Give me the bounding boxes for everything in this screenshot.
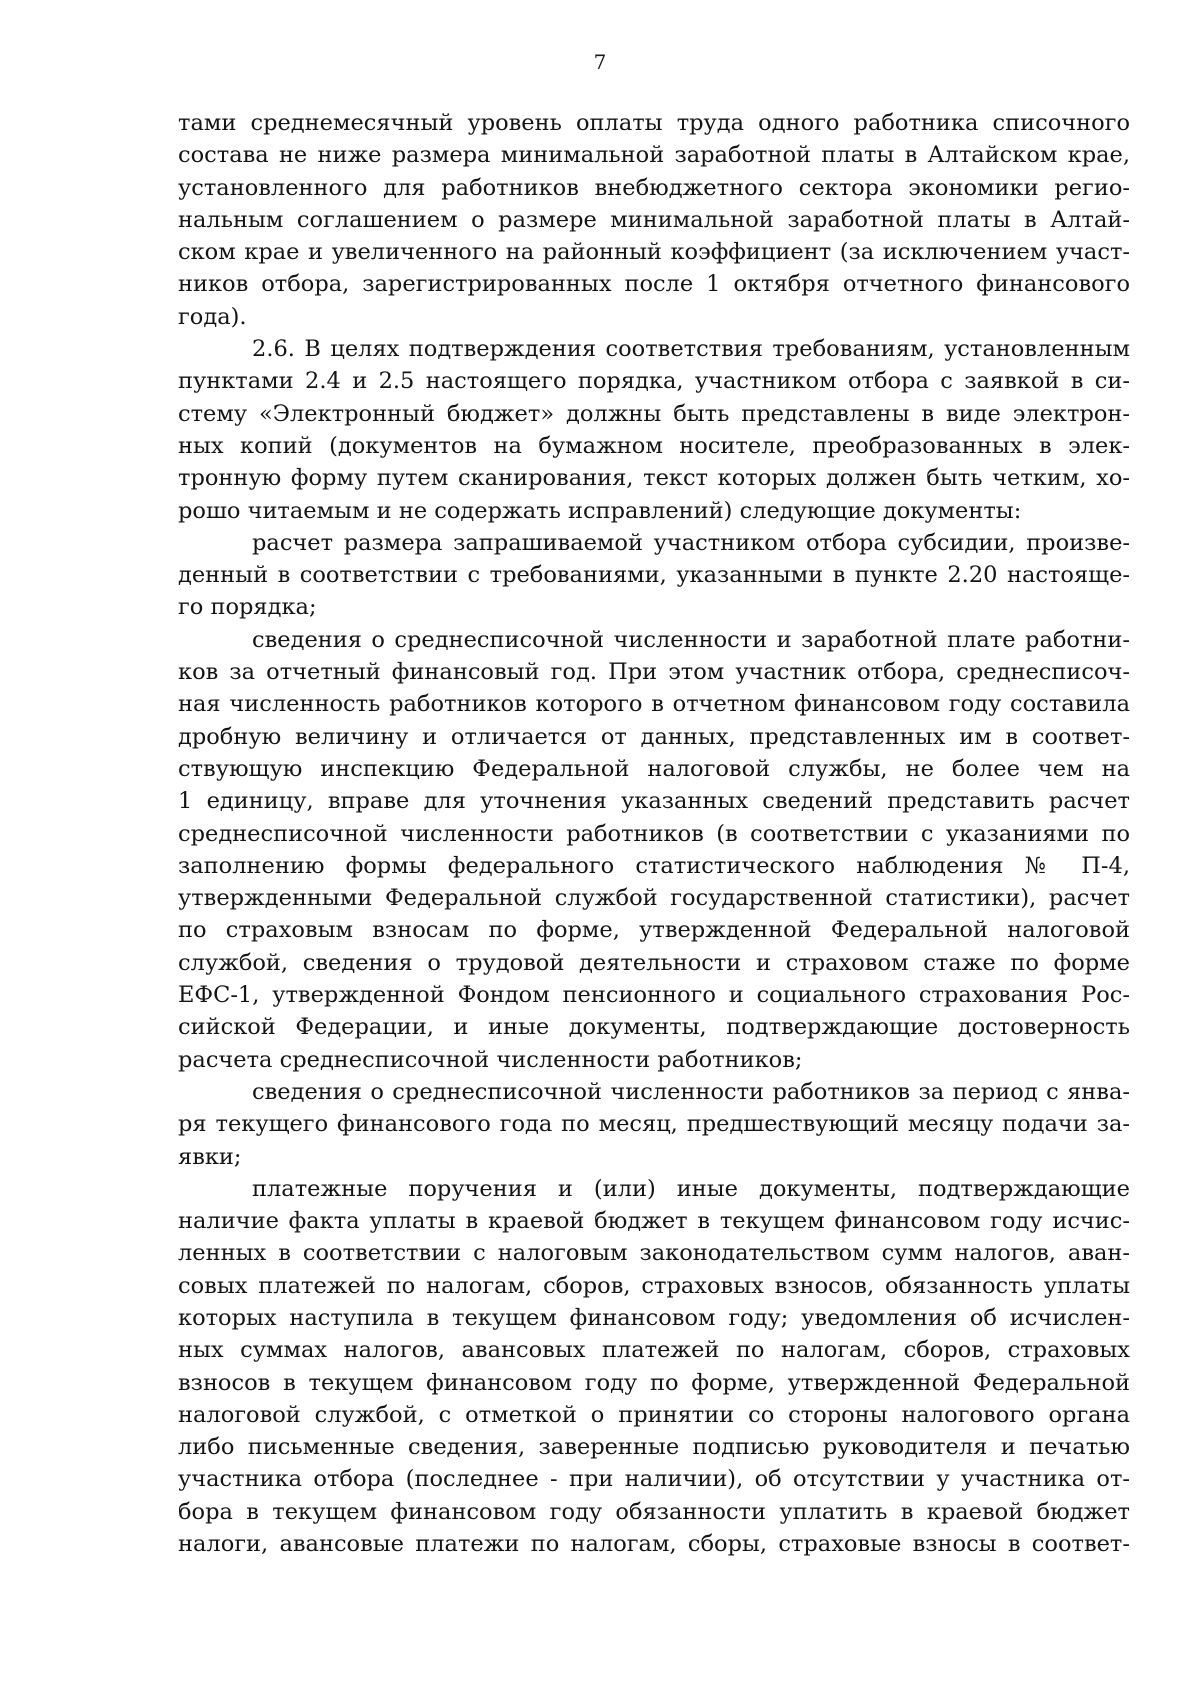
text-line: ленных в соответствии с налоговым законодательством сумм налогов, аван- — [178, 1240, 1130, 1267]
text-line: налоги, авансовые платежи по налогам, сборы, страховые взносы в соответ- — [178, 1531, 1130, 1558]
text-line: ков за отчетный финансовый год. При этом участник отбора, среднесписоч- — [178, 659, 1130, 686]
text-line: наличие факта уплаты в краевой бюджет в текущем финансовом году исчис- — [178, 1208, 1130, 1235]
text-line: бора в текущем финансовом году обязанности уплатить в краевой бюджет — [178, 1498, 1130, 1525]
text-line: расчета среднесписочной численности работников; — [178, 1046, 803, 1073]
text-line: года). — [178, 303, 247, 330]
text-line: сведения о среднесписочной численности и заработной плате работни- — [252, 626, 1130, 653]
page-number: 7 — [593, 50, 607, 74]
text-line: тронную форму путем сканирования, текст которых должен быть четким, хо- — [178, 465, 1130, 492]
text-line: ная численность работников которого в отчетном финансовом году составила — [178, 691, 1130, 718]
paragraph — [178, 107, 1130, 333]
text-line: которых наступила в текущем финансовом году; уведомления об исчислен- — [178, 1304, 1130, 1331]
text-line: по страховым взносам по форме, утвержденной Федеральной налоговой — [178, 917, 1130, 944]
text-line: ском крае и увеличенного на районный коэффициент (за исключением участ- — [178, 239, 1130, 266]
text-line: заполнению формы федерального статистического наблюдения № П-4, — [178, 852, 1130, 879]
text-line: 1 единицу, вправе для уточнения указанных сведений представить расчет — [178, 788, 1130, 815]
document-body — [178, 107, 1130, 1560]
text-line: утвержденными Федеральной службой государственной статистики), расчет — [178, 885, 1130, 912]
text-line: состава не ниже размера минимальной заработной платы в Алтайском крае, — [178, 142, 1130, 169]
text-line: ных суммах налогов, авансовых платежей по налогам, сборов, страховых — [178, 1337, 1130, 1364]
text-line: установленного для работников внебюджетного сектора экономики регио- — [178, 174, 1130, 201]
text-line: ря текущего финансового года по месяц, предшествующий месяцу подачи за- — [178, 1111, 1130, 1138]
text-line: сийской Федерации, и иные документы, подтверждающие достоверность — [178, 1014, 1130, 1041]
paragraph — [178, 333, 1130, 527]
text-line: взносов в текущем финансовом году по форме, утвержденной Федеральной — [178, 1369, 1130, 1396]
text-line: платежные поручения и (или) иные документы, подтверждающие — [252, 1175, 1130, 1202]
text-line: службой, сведения о трудовой деятельности и страховом стаже по форме — [178, 949, 1130, 976]
text-line: рошо читаемым и не содержать исправлений) следующие документы: — [178, 497, 1022, 524]
text-line: совых платежей по налогам, сборов, страховых взносов, обязанность уплаты — [178, 1272, 1130, 1299]
text-line: стему «Электронный бюджет» должны быть представлены в виде электрон- — [178, 400, 1130, 427]
text-line: ствующую инспекцию Федеральной налоговой службы, не более чем на — [178, 755, 1130, 782]
text-line: налоговой службой, с отметкой о принятии со стороны налогового органа — [178, 1401, 1130, 1428]
text-line: дробную величину и отличается от данных, представленных им в соответ- — [178, 723, 1130, 750]
text-line: среднесписочной численности работников (в соответствии с указаниями по — [178, 820, 1130, 847]
text-line: денный в соответствии с требованиями, указанными в пункте 2.20 настояще- — [178, 562, 1130, 589]
paragraph — [178, 527, 1130, 624]
text-line: пунктами 2.4 и 2.5 настоящего порядка, участником отбора с заявкой в си- — [178, 368, 1130, 395]
paragraph — [178, 1076, 1130, 1173]
text-line: сведения о среднесписочной численности работников за период с янва- — [252, 1078, 1130, 1105]
text-line: участника отбора (последнее - при наличии), об отсутствии у участника от- — [178, 1466, 1130, 1493]
text-line: ников отбора, зарегистрированных после 1 октября отчетного финансового — [178, 271, 1130, 298]
text-line: ных копий (документов на бумажном носителе, преобразованных в элек- — [178, 432, 1130, 459]
text-line: нальным соглашением о размере минимальной заработной платы в Алтай- — [178, 206, 1130, 233]
text-line: го порядка; — [178, 594, 317, 621]
text-line: либо письменные сведения, заверенные подписью руководителя и печатью — [178, 1434, 1130, 1461]
paragraph — [178, 624, 1130, 1076]
text-line: 2.6. В целях подтверждения соответствия требованиям, установленным — [252, 336, 1130, 363]
text-line: тами среднемесячный уровень оплаты труда одного работника списочного — [178, 110, 1130, 136]
text-line: явки; — [178, 1143, 242, 1170]
paragraph — [178, 1173, 1130, 1561]
text-line: расчет размера запрашиваемой участником отбора субсидии, произве- — [252, 529, 1130, 556]
text-line: ЕФС-1, утвержденной Фондом пенсионного и социального страхования Рос- — [178, 982, 1130, 1009]
